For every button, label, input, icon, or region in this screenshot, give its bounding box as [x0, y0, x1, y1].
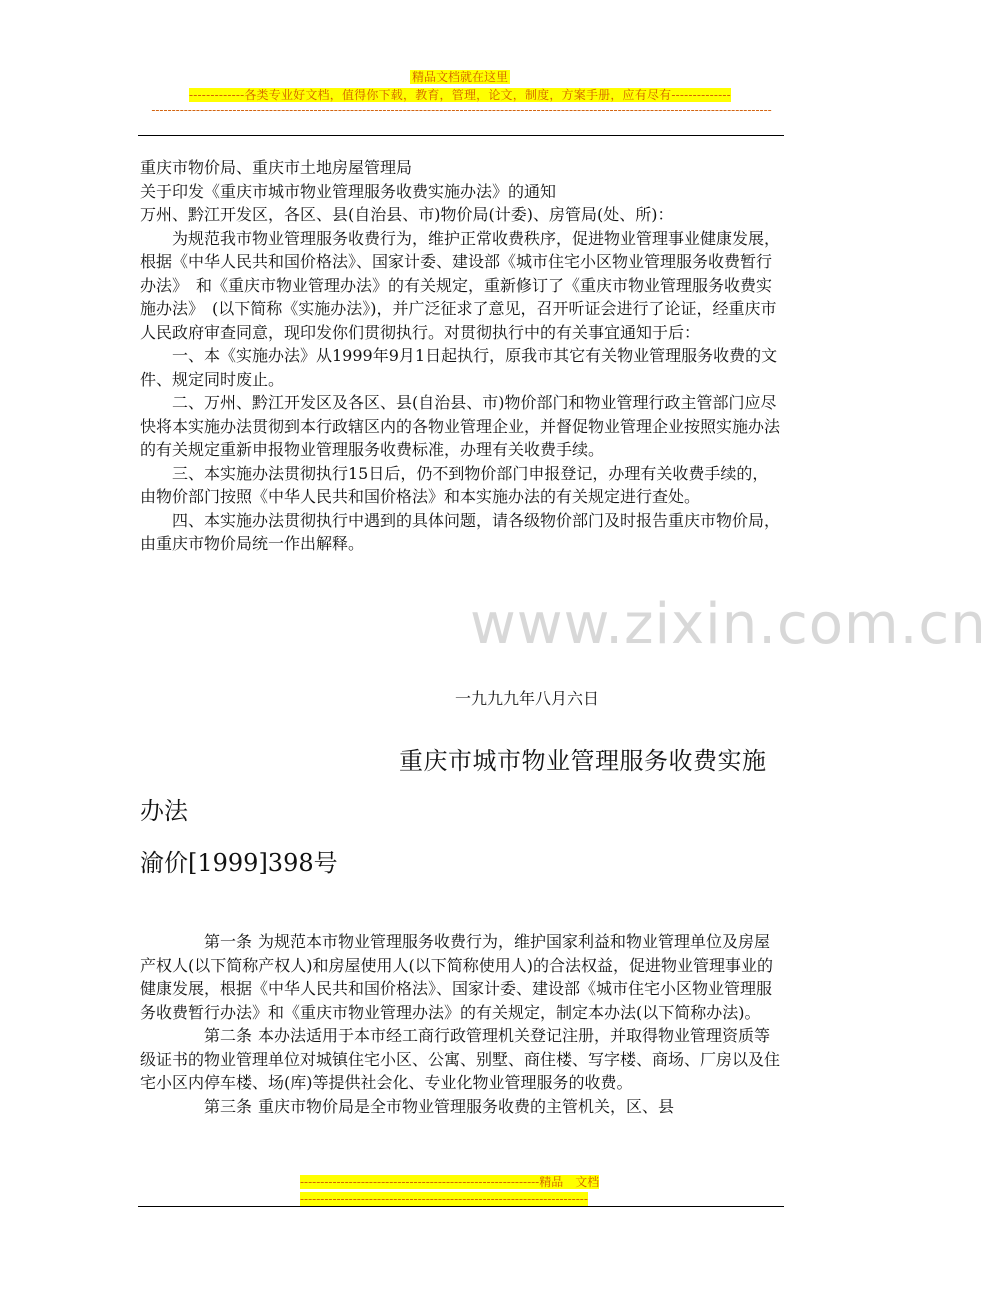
footer-line-2: ----------------------------------------------------------------------- [300, 1192, 588, 1206]
footer-line-1: -----------------------------------------------------------精品 文档 [300, 1175, 600, 1189]
notice-item-3: 三、本实施办法贯彻执行15日后，仍不到物价部门申报登记，办理有关收费手续的，由物价部门按照《中华人民共和国价格法》和本实施办法的有关规定进行查处。 [140, 463, 769, 506]
article-label: 第二条 [204, 1026, 253, 1045]
article-label: 第一条 [204, 932, 253, 951]
notice-body [140, 156, 783, 556]
article-text: 为规范本市物业管理服务收费行为，维护国家利益和物业管理单位及房屋产权人(以下简称产权人)和房屋使用人(以下简称使用人)的合法权益，促进物业管理事业的健康发展，根据《中华人民共和国价格法》、国家计委、建设部《城市住宅小区物业管理服务收费暂行办法》和《重庆市物业管理办法》的有关规定，制定本办法(以下简称办法)。 [140, 932, 773, 1022]
article-label: 第三条 [204, 1096, 253, 1116]
top-rule [138, 135, 784, 136]
notice-item-1: 一、本《实施办法》从1999年9月1日起执行，原我市其它有关物业管理服务收费的文件、规定同时废止。 [140, 346, 778, 389]
article-item [140, 930, 783, 1024]
document-number: 渝价[1999]398号 [140, 849, 338, 877]
notice-date: 一九九九年八月六日 [455, 689, 600, 708]
notice-issuer: 重庆市物价局、重庆市土地房屋管理局 [140, 158, 413, 177]
document-title-line1: 重庆市城市物业管理服务收费实施 [399, 747, 767, 775]
notice-item-4: 四、本实施办法贯彻执行中遇到的具体问题，请各级物价部门及时报告重庆市物价局，由重庆市物价局统一作出解释。 [140, 510, 781, 553]
article-text: 重庆市物价局是全市物业管理服务收费的主管机关，区、县 [258, 1096, 675, 1116]
header-promo: -------------各类专业好文档，值得你下载，教育，管理，论文，制度，方案手册，应有尽有-------------- [189, 88, 731, 102]
header-title: 精品文档就在这里 [411, 70, 508, 84]
notice-subject: 关于印发《重庆市城市物业管理服务收费实施办法》的通知 [140, 181, 557, 201]
watermark-text: www.zixin.com.cn [470, 592, 987, 657]
article-item [140, 1095, 783, 1119]
article-text: 本办法适用于本市经工商行政管理机关登记注册，并取得物业管理资质等级证书的物业管理单位对城镇住宅小区、公寓、别墅、商住楼、写字楼、商场、厂房以及住宅小区内停车楼、场(库)等提供社会化、专业化物业管理服务的收费。 [140, 1026, 781, 1092]
notice-item-2: 二、万州、黔江开发区及各区、县(自治县、市)物价部门和物业管理行政主管部门应尽快将本实施办法贯彻到本行政辖区内的各物业管理企业，并督促物业管理企业按照实施办法的有关规定重新申报物业管理服务收费标准，办理有关收费手续。 [140, 393, 781, 459]
articles-section [140, 930, 783, 1118]
header-dash-line: --------------------------------------------------------------------------------------------------------------------------------------------------------- [151, 103, 772, 117]
document-title-line2: 办法 [140, 797, 188, 825]
notice-intro: 为规范我市物业管理服务收费行为，维护正常收费秩序，促进物业管理事业健康发展，根据《中华人民共和国价格法》、国家计委、建设部《城市住宅小区物业管理服务收费暂行办法》 和《重庆市物业管理办法》的有关规定，重新修订了《重庆市物业管理服务收费实施办法》 (以下简称《实施办法》)，并广泛征求了意见，召开听证会进行了论证，经重庆市人民政府审查同意，现印发你们贯彻执行。对贯彻执行中的有关事宜通知于后： [140, 228, 781, 342]
article-item [140, 1024, 783, 1095]
notice-recipients: 万州、黔江开发区，各区、县(自治县、市)物价局(计委)、房管局(处、所)： [140, 205, 674, 224]
